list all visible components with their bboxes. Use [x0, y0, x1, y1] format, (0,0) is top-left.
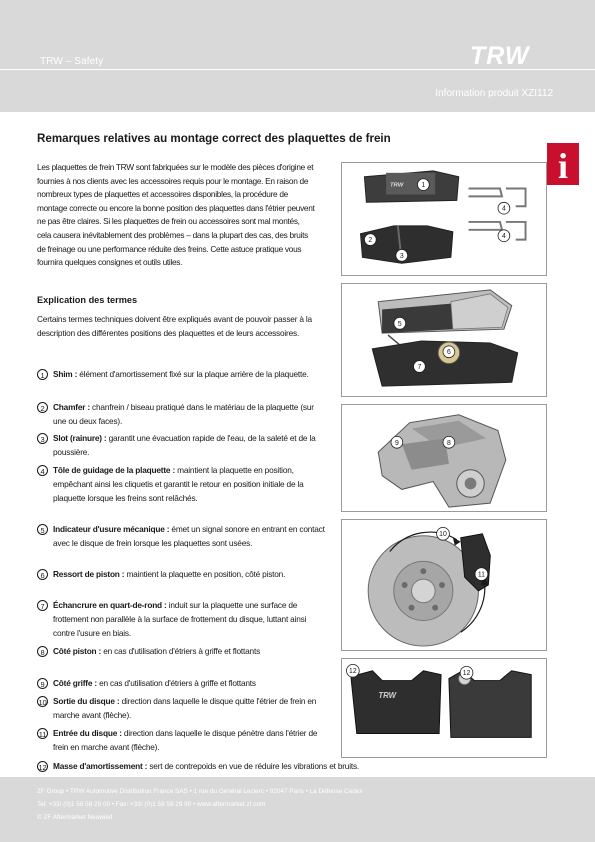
term-item-slot	[37, 432, 327, 460]
term-item-piston-spring	[37, 568, 327, 582]
brake-disc-illustration	[342, 520, 546, 650]
trw-logo	[470, 42, 550, 68]
term-number: 10	[38, 698, 47, 707]
term-description: maintient la plaquette en position, côté piston.	[126, 569, 286, 579]
callout-label: 11	[477, 571, 485, 579]
intro-paragraph: Les plaquettes de frein TRW sont fabriquées sur le modèle des pièces d'origine et fournies à nos clients avec les accessoires requis pour le montage. En raison de nombreux types de plaquettes et accessoires disponibles, la procédure de montage correcte ou encore la bonne position des plaquettes dans l'étrier peuvent ne pas être claires. Si les plaquettes de frein ou accessoires sont mal montés, cela causera inévitablement des problèmes – dans la plupart des cas, des bruits de freinage ou une performance réduite des freins. Cette astuce pratique vous fournira quelques consignes et outils utiles.	[37, 162, 315, 268]
term-number: 11	[38, 730, 47, 739]
callout-label: 4	[502, 205, 506, 213]
term-description: en cas d'utilisation d'étriers à griffe et flottants	[99, 678, 256, 688]
term-item-wear-indicator	[37, 523, 327, 551]
product-info-reference: Information produit XZI112	[435, 88, 553, 99]
term-label: Indicateur d'usure mécanique :	[53, 524, 170, 534]
term-item-claw-side	[37, 677, 327, 691]
brand-label: TRW – Safety	[40, 56, 104, 67]
callout-label: 12	[349, 668, 357, 676]
term-label: Sortie du disque :	[53, 696, 120, 706]
term-item-piston-side	[37, 645, 327, 659]
terms-intro-paragraph: Certains termes techniques doivent être expliqués avant de pouvoir passer à la description des différentes positions des plaquettes et de leurs accessoires.	[37, 314, 312, 339]
header-divider	[0, 69, 595, 70]
term-item-quarter-round-notch	[37, 599, 327, 641]
term-description: maintient la plaquette en position, empêchant ainsi les cliquetis et garantit le retour en position initiale de la plaquette lorsque les freins sont relâchés.	[53, 465, 304, 503]
pad-details-illustration	[342, 284, 546, 396]
term-label: Masse d'amortissement :	[53, 761, 148, 771]
term-description: induit sur la plaquette une surface de frottement non parallèle à la surface de frottement du disque, luttant ainsi contre l'usure en biais.	[53, 600, 307, 638]
term-label: Chamfer :	[53, 402, 90, 412]
photo-brake-disc	[341, 519, 547, 651]
term-number: 6	[37, 569, 48, 580]
callout-label: 4	[502, 233, 506, 241]
photo-pads-accessories	[341, 162, 547, 276]
term-number: 4	[37, 465, 48, 476]
term-description: chanfrein / biseau pratiqué dans le matériau de la plaquette (sur une ou deux faces).	[53, 402, 314, 426]
callout-label: 1	[421, 182, 426, 190]
term-item-guide-plate	[37, 464, 327, 506]
photo-caliper	[341, 404, 547, 512]
term-number: 3	[37, 433, 48, 444]
term-description: émet un signal sonore en entrant en contact avec le disque de frein lorsque les plaquettes sont usées.	[53, 524, 325, 548]
callout-label: 3	[399, 252, 404, 260]
pad-brand-mark: TRW	[378, 691, 397, 701]
term-label: Shim :	[53, 369, 78, 379]
term-number: 2	[37, 402, 48, 413]
term-description: élément d'amortissement fixé sur la plaque arrière de la plaquette.	[79, 369, 309, 379]
info-badge	[547, 143, 579, 185]
footer-contact: Tel: +33/ (0)1 58 58 29 00 • Fax: +33/ (0)1 58 58 29 90 • www.aftermarket.zf.com	[37, 801, 266, 808]
damping-mass-illustration	[342, 659, 546, 757]
term-number: 12	[38, 763, 47, 772]
trw-logo-text: TRW	[470, 42, 530, 68]
term-item-disc-entry	[37, 727, 327, 755]
term-label: Slot (rainure) :	[53, 433, 107, 443]
footer-address: ZF Group • TRW Automotive Distribution France SAS • 1 rue du Général Leclerc • 92047 Paris • La Défense Cedex	[37, 788, 363, 795]
caliper-illustration	[342, 405, 546, 511]
pad-brand-mark: TRW	[389, 182, 404, 189]
term-label: Côté griffe :	[53, 678, 97, 688]
term-description: en cas d'utilisation d'étriers à griffe et flottants	[103, 646, 261, 656]
callout-label: 10	[439, 531, 447, 539]
callout-label: 8	[446, 439, 451, 447]
footer-copyright: © ZF Aftermarket Neuwied	[37, 814, 113, 821]
term-number: 5	[37, 524, 48, 535]
terms-subheading: Explication des termes	[37, 295, 138, 305]
term-description: direction dans laquelle le disque pénètre dans l'étrier de frein en marche avant (flèche).	[53, 728, 318, 752]
photo-damping-mass	[341, 658, 547, 758]
term-item-disc-exit	[37, 695, 327, 723]
term-description: direction dans laquelle le disque quitte l'étrier de frein en marche avant (flèche).	[53, 696, 317, 720]
callout-label: 12	[462, 670, 471, 678]
term-label: Entrée du disque :	[53, 728, 122, 738]
callout-label: 2	[368, 237, 373, 245]
info-icon-glyph: i	[557, 146, 569, 185]
term-item-shim	[37, 368, 327, 382]
callout-label: 6	[446, 349, 451, 357]
term-label: Ressort de piston :	[53, 569, 125, 579]
page-title: Remarques relatives au montage correct des plaquettes de frein	[37, 132, 391, 145]
term-description: sert de contrepoids en vue de réduire les vibrations et bruits.	[149, 761, 360, 771]
callout-label: 7	[417, 363, 422, 371]
footer-band	[0, 777, 595, 842]
callout-label: 5	[397, 320, 402, 328]
photo-pad-details	[341, 283, 547, 397]
term-number: 8	[37, 646, 48, 657]
term-item-damping-mass	[37, 760, 457, 774]
term-number: 9	[37, 678, 48, 689]
info-icon	[547, 143, 579, 185]
term-label: Échancrure en quart-de-rond :	[53, 600, 167, 610]
term-item-chamfer	[37, 401, 327, 429]
term-number: 1	[37, 369, 48, 380]
callout-label: 9	[394, 439, 399, 447]
term-label: Tôle de guidage de la plaquette :	[53, 465, 176, 475]
term-number: 7	[37, 600, 48, 611]
brake-pads-illustration	[342, 163, 546, 275]
term-description: garantit une évacuation rapide de l'eau, de la saleté et de la poussière.	[53, 433, 316, 457]
term-label: Côté piston :	[53, 646, 102, 656]
